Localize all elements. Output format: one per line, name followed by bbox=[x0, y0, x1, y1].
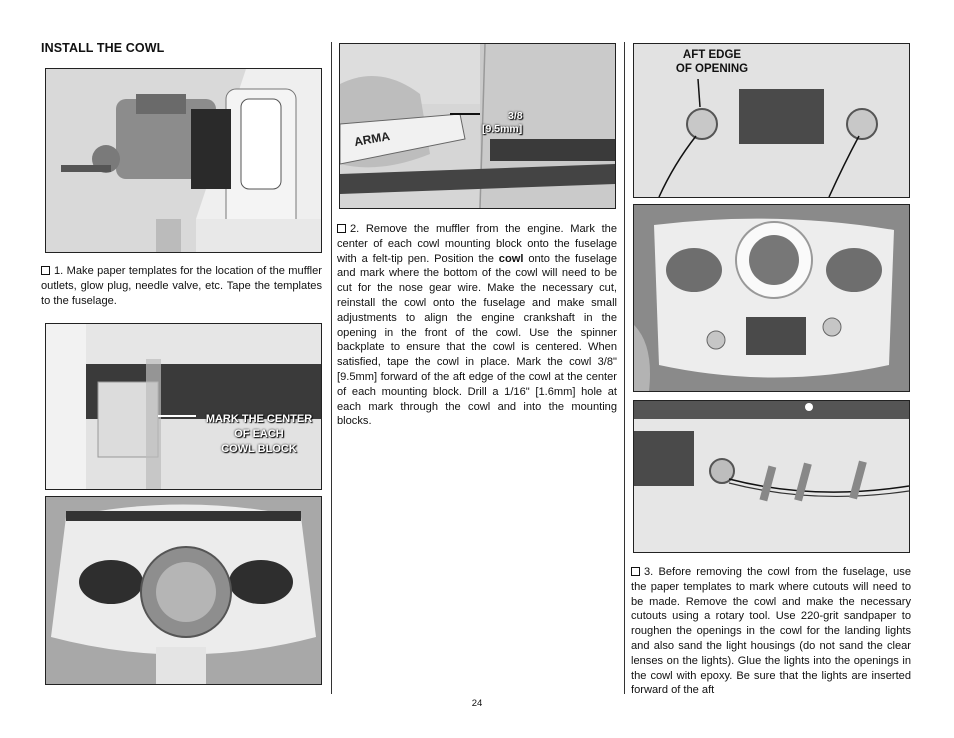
step-1-body: Make paper templates for the location of the muffler outlets, glow plug, needle valve, etc. Tape the templates to the fuselage. bbox=[41, 265, 322, 307]
callout-aft-edge-line2: OF OPENING bbox=[675, 63, 749, 75]
step-3-body: Before removing the cowl from the fuselage, use the paper templates to mark where cutouts will need to be made. Remove the cowl and make the necessary cutouts using a rotary tool. Use 220-grit sandpaper to roughen the openings in the cowl for the landing lights and also sand the light housings (do not sand the clear lenses on the lights). Glue the lights into the openings in the cowl with epoxy. Be sure that the lights are inserted forward of the aft bbox=[631, 566, 911, 697]
step-1-text bbox=[41, 264, 322, 308]
callout-mark-center-line1: MARK THE CENTER bbox=[205, 413, 313, 425]
callout-aft-edge bbox=[652, 48, 772, 76]
step-2-text bbox=[337, 222, 617, 429]
photo-aft-edge bbox=[633, 43, 910, 198]
callout-measure bbox=[482, 110, 562, 136]
photo-marking-pen bbox=[339, 43, 616, 209]
step-1-checkbox[interactable] bbox=[41, 266, 50, 275]
step-2-body-start: Remove the muffler from the engine. Mark the center of each cowl mounting block onto the fuselage with a felt-tip pen. Position the bbox=[337, 223, 617, 265]
callout-measure-line2: [9.5mm] bbox=[482, 123, 523, 135]
photo-mark-center bbox=[45, 323, 322, 490]
column-divider-right bbox=[624, 42, 625, 694]
callout-mark-center bbox=[194, 412, 322, 457]
photo-engine-mounted bbox=[45, 68, 322, 253]
photo-cowl-front bbox=[45, 496, 322, 685]
photo-cowl-lights bbox=[633, 204, 910, 392]
step-3-checkbox[interactable] bbox=[631, 567, 640, 576]
step-2-body-bold: cowl bbox=[498, 252, 524, 265]
callout-measure-line1: 3/8 bbox=[508, 110, 523, 122]
step-2-checkbox[interactable] bbox=[337, 224, 346, 233]
step-3-text bbox=[631, 565, 911, 698]
callout-mark-center-line3: COWL BLOCK bbox=[221, 443, 297, 455]
page-number: 24 bbox=[471, 698, 483, 709]
column-divider-left bbox=[331, 42, 332, 694]
callout-aft-edge-line1: AFT EDGE bbox=[682, 49, 742, 61]
section-heading: INSTALL THE COWL bbox=[41, 41, 165, 55]
step-2-number: 2. bbox=[350, 223, 360, 235]
photo-light-wiring bbox=[633, 400, 910, 553]
callout-marker-text: ARMA bbox=[353, 128, 391, 150]
step-3-number: 3. bbox=[644, 566, 654, 578]
step-1-number: 1. bbox=[54, 265, 64, 277]
step-2-body-end: onto the fuselage and mark where the bottom of the cowl will need to be cut for the nose gear wire. Make the necessary cut, reinstall the cowl onto the fuselage and make small adjustments to align the engine crankshaft in the opening in the front of the cowl. Use the spinner backplate to ensure that the cowl is centered. When satisfied, tape the cowl in place. Mark the cowl 3/8" [9.5mm] forward of the aft edge of the cowl at the center of each mounting block. Drill a 1/16" [1.6mm] hole at each mark through the cowl and into the mounting blocks. bbox=[337, 252, 617, 428]
callout-mark-center-line2: OF EACH bbox=[234, 428, 284, 440]
